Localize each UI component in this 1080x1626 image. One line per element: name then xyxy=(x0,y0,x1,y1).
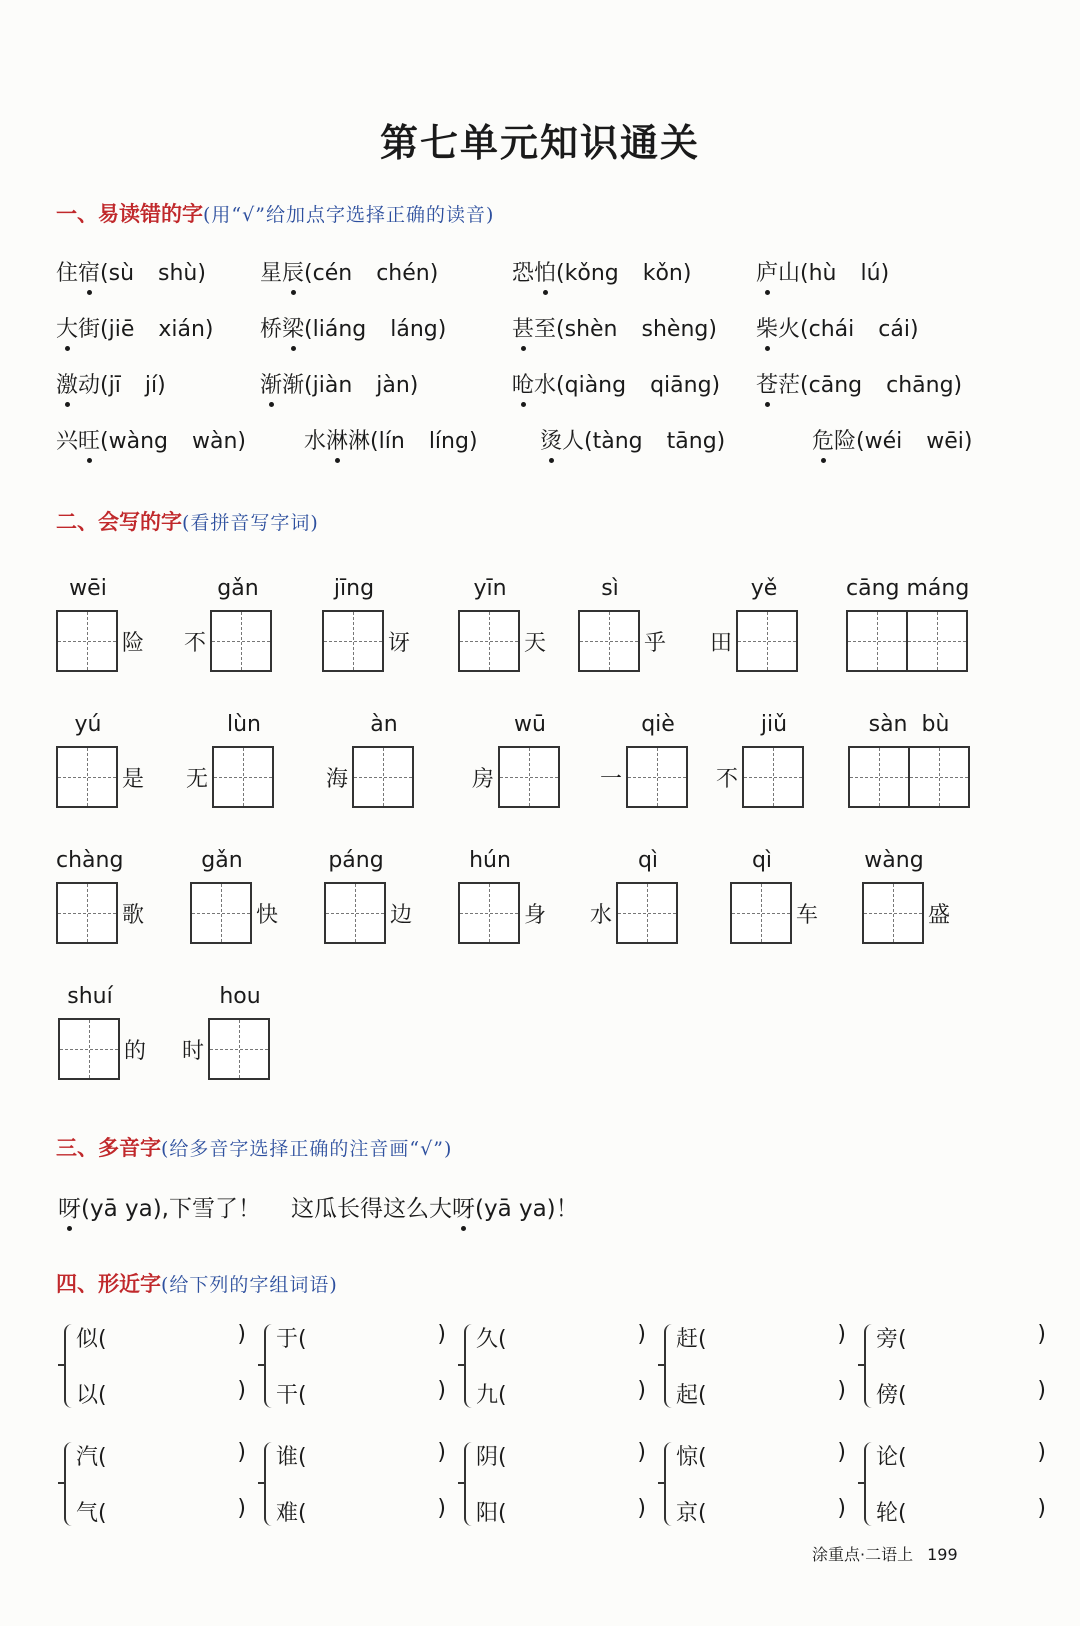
brace xyxy=(64,1442,74,1526)
writing-box[interactable] xyxy=(846,610,908,672)
section1-heading xyxy=(56,198,494,228)
s1-item: 兴旺(wàng wàn) xyxy=(56,424,246,455)
similar-char-pair: 赶( ) 起( ) xyxy=(664,1318,844,1414)
s1-item: 恐怕(kǒng kǒn) xyxy=(512,256,691,287)
page-number: 199 xyxy=(927,1545,958,1564)
s1-item: 烫人(tàng tāng) xyxy=(540,424,725,455)
brace xyxy=(264,1324,274,1408)
s1-item: 激动(jī jí) xyxy=(56,368,166,399)
writing-box[interactable] xyxy=(616,882,678,944)
section2-title: 二、会写的字 xyxy=(56,510,182,534)
brace xyxy=(664,1442,674,1526)
section3-title: 三、多音字 xyxy=(56,1136,161,1160)
writing-box[interactable] xyxy=(862,882,924,944)
similar-char-pair: 论( ) 轮( ) xyxy=(864,1436,1044,1532)
s1-item: 桥梁(liáng láng) xyxy=(260,312,446,343)
section1-instruction: (用“√”给加点字选择正确的读音) xyxy=(203,204,495,226)
page-title: 第七单元知识通关 xyxy=(379,120,700,165)
writing-box[interactable] xyxy=(742,746,804,808)
s1-item: 庐山(hù lú) xyxy=(756,256,889,287)
s1-row xyxy=(56,256,1016,296)
section3-heading xyxy=(56,1132,452,1162)
similar-char-pair: 惊( ) 京( ) xyxy=(664,1436,844,1532)
s1-item: 住宿(sù shù) xyxy=(56,256,206,287)
s1-row xyxy=(56,312,1016,352)
section4-title: 四、形近字 xyxy=(56,1272,161,1296)
writing-box[interactable] xyxy=(56,610,118,672)
section4-heading xyxy=(56,1268,338,1298)
section4-instruction: (给下列的字组词语) xyxy=(161,1274,338,1296)
s1-item: 甚至(shèn shèng) xyxy=(512,312,717,343)
footer-brand: 涂重点·二语上 xyxy=(812,1545,914,1564)
s1-item: 苍茫(cāng chāng) xyxy=(756,368,962,399)
s1-item: 大街(jiē xián) xyxy=(56,312,214,343)
writing-box[interactable] xyxy=(352,746,414,808)
writing-box[interactable] xyxy=(190,882,252,944)
s1-item: 水淋淋(lín líng) xyxy=(304,424,478,455)
similar-char-pair: 谁( ) 难( ) xyxy=(264,1436,444,1532)
writing-box[interactable] xyxy=(208,1018,270,1080)
writing-box[interactable] xyxy=(212,746,274,808)
writing-box[interactable] xyxy=(626,746,688,808)
writing-box[interactable] xyxy=(210,610,272,672)
brace xyxy=(864,1324,874,1408)
section2-instruction: (看拼音写字词) xyxy=(182,512,319,534)
writing-box[interactable] xyxy=(56,746,118,808)
s1-item: 危险(wéi wēi) xyxy=(812,424,973,455)
brace xyxy=(64,1324,74,1408)
worksheet-page: 第七单元知识通关 一、易读错的字(用“√”给加点字选择正确的读音) 住宿(sù shù) 星辰(cén chén) 恐怕(kǒng kǒn) 庐山(hù lú) 大街(jiē xián) 桥梁(liáng láng) 甚至(shèn shèng) 柴火(chái cái) 激动(jī jí) 渐渐(jiàn jàn) 呛水(qiàng qiāng) 苍茫(cāng chāng) 兴旺(wàng wàn) 水淋淋(lín líng) 烫人(tàng tāng) 危险(wéi wēi) 二、会写的字(看拼音写字词) wēi 险 gǎn 不 jīng 讶 yīn 天 sì 乎 yě 田 cāng máng yú 是 lùn 无 àn 海 wū 房 qiè 一 jiǔ 不 sàn bù chàng 歌 gǎn 快 páng 边 hún 身 qì 水 qì 车 wàng 盛 shuí 的 hou 时 三、多音字(给多音字选择正确的注音画“√”) 呀(yā ya),下雪了！ 这瓜长得这么大呀(yā ya)！ 四、形近字(给下列的字组词语) 似( ) 以( ) 于( ) 干( ) 久( ) 九( ) 赶( ) 起( ) 旁( ) 傍( ) 汽( ) 气( ) 谁( ) 难( ) 阴( ) 阳( ) 惊( ) 京( ) 论( ) 轮( ) 涂重点·二语上 199 xyxy=(0,0,1080,1626)
writing-box[interactable] xyxy=(578,610,640,672)
similar-char-pair: 久( ) 九( ) xyxy=(464,1318,644,1414)
section3-instruction: (给多音字选择正确的注音画“√”) xyxy=(161,1138,453,1160)
s1-row xyxy=(56,424,1016,464)
s1-item: 星辰(cén chén) xyxy=(260,256,438,287)
writing-box[interactable] xyxy=(498,746,560,808)
brace xyxy=(664,1324,674,1408)
s1-item: 柴火(chái cái) xyxy=(756,312,919,343)
similar-char-pair: 旁( ) 傍( ) xyxy=(864,1318,1044,1414)
writing-box[interactable] xyxy=(322,610,384,672)
s1-item: 呛水(qiàng qiāng) xyxy=(512,368,720,399)
similar-char-pair: 阴( ) 阳( ) xyxy=(464,1436,644,1532)
brace xyxy=(264,1442,274,1526)
writing-box[interactable] xyxy=(458,882,520,944)
page-footer xyxy=(812,1542,958,1565)
s1-row xyxy=(56,368,1016,408)
section1-title: 一、易读错的字 xyxy=(56,202,203,226)
writing-box[interactable] xyxy=(324,882,386,944)
brace xyxy=(464,1324,474,1408)
writing-box[interactable] xyxy=(730,882,792,944)
polyphone-sentences: 呀(yā ya),下雪了！ 这瓜长得这么大呀(yā ya)！ xyxy=(58,1190,579,1223)
writing-box[interactable] xyxy=(58,1018,120,1080)
writing-box[interactable] xyxy=(848,746,910,808)
section2-heading xyxy=(56,506,319,536)
similar-char-pair: 似( ) 以( ) xyxy=(64,1318,244,1414)
writing-box[interactable] xyxy=(736,610,798,672)
writing-box[interactable] xyxy=(908,746,970,808)
writing-box[interactable] xyxy=(906,610,968,672)
writing-box[interactable] xyxy=(458,610,520,672)
s1-item: 渐渐(jiàn jàn) xyxy=(260,368,418,399)
brace xyxy=(864,1442,874,1526)
brace xyxy=(464,1442,474,1526)
writing-box[interactable] xyxy=(56,882,118,944)
similar-char-pair: 于( ) 干( ) xyxy=(264,1318,444,1414)
similar-char-pair: 汽( ) 气( ) xyxy=(64,1436,244,1532)
